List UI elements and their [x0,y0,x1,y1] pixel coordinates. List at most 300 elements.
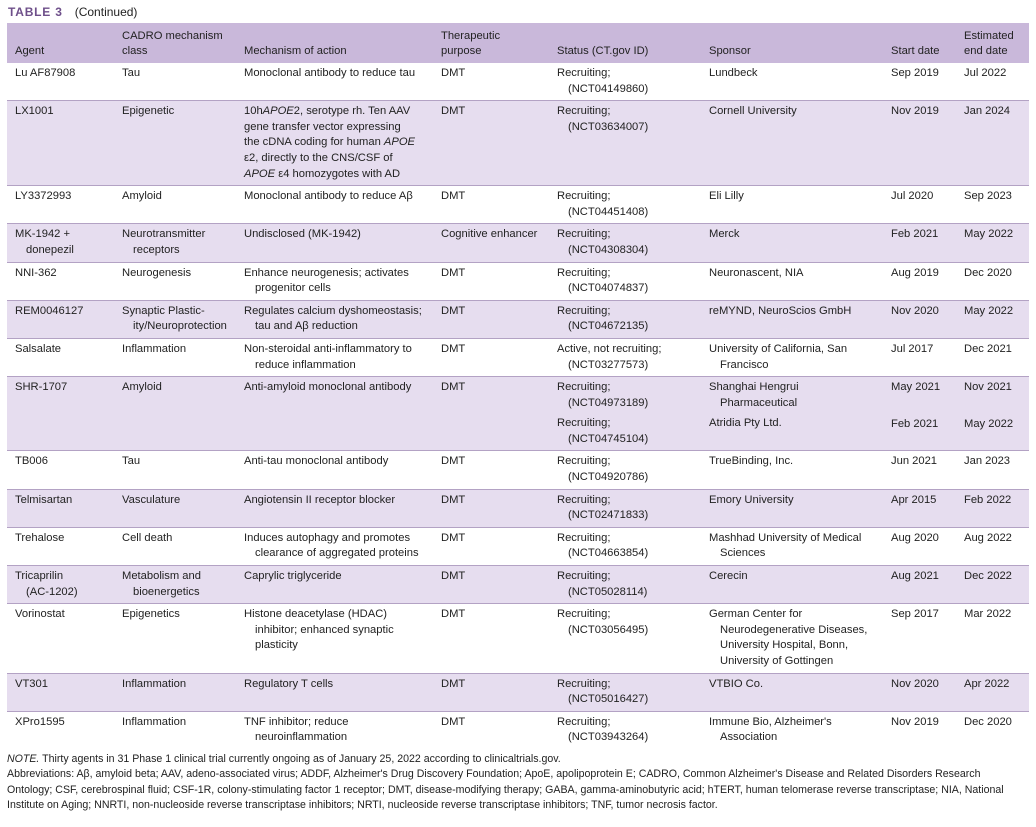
cell-class [114,224,236,262]
cell-sponsor [701,224,883,262]
cell-status [549,262,701,300]
table-row [7,711,1029,749]
cell-agent-line: MK-1942 + [15,228,71,241]
cell-agent [7,262,114,300]
cell-moa [236,566,433,604]
cell-class [114,186,236,224]
cell-purpose-line: DMT [441,266,466,279]
cell-moa-line: Enhance neurogenesis; activates [244,266,409,279]
cell-start [883,566,956,604]
cell-purpose [433,224,549,262]
cell-agent [7,300,114,338]
cell-moa-line: neuroinflammation [255,731,348,744]
cell-purpose-line: DMT [441,531,466,544]
cell-class-line: Cell death [122,531,173,544]
header-start: Start date [883,23,956,63]
header-status: Status (CT.gov ID) [549,23,701,63]
cell-purpose [433,673,549,711]
cell-purpose [433,186,549,224]
cell-moa-line: APOE ε4 homozygotes with AD [244,167,401,180]
cell-sponsor-line: University of California, San [709,342,848,355]
cell-class-line: Inflammation [122,715,187,728]
cell-start [883,711,956,749]
cell-sponsor [701,711,883,749]
table-caption [7,0,1029,23]
cell-class [114,604,236,673]
cell-purpose-line: DMT [441,455,466,468]
cell-sponsor-line: Cornell University [709,105,797,118]
cell-moa-line: Anti-amyloid monoclonal antibody [244,381,412,394]
cell-sponsor [701,566,883,604]
cell-class [114,63,236,101]
cell-status-line: Recruiting; [557,715,611,728]
cell-moa-line: progenitor cells [255,282,331,295]
cell-moa [236,224,433,262]
abbreviations: Abbreviations: Aβ, amyloid beta; AAV, adeno-associated virus; ADDF, Alzheimer's Drug Discovery Foundation; ApoE, apolipoprotein E; CADRO, Common Alzheimer's Disease and Related Disorders Research Ontology; CSF, cerebrospinal fluid; CSF-1R, colony-stimulating factor 1 receptor; DMT, disease-modifying therapy; GABA, gamma-aminobutyric acid; hTERT, human telomerase reverse transcriptase; NIA, National Institute on Aging; NNRTI, non-nucleoside reverse transcriptase inhibitors; NRTI, nucleoside reverse transcriptase inhibitors; TNF, tumor necrosis factor. [7,768,1004,812]
cell-moa [236,604,433,673]
table-row [7,451,1029,489]
table-row [7,566,1029,604]
cell-status-line: (NCT03056495) [568,623,649,636]
cell-moa-line: Non-steroidal anti-inflammatory to [244,342,412,355]
cell-agent-line: LX1001 [15,105,54,118]
cell-status-line: (NCT04672135) [568,320,649,333]
cell-status-line: (NCT04920786) [568,471,649,484]
table-row [7,338,1029,376]
cell-agent-line: Tricaprilin [15,570,64,583]
cell-sponsor [701,300,883,338]
cell-start [883,262,956,300]
cell-status-line: Recruiting; [557,570,611,583]
cell-status-line: (NCT05016427) [568,693,649,706]
cell-purpose-line: DMT [441,677,466,690]
cell-end-value: Jan 2023 [964,455,1011,468]
cell-end-value: Aug 2022 [964,531,1012,544]
cell-start-value: Nov 2019 [891,105,939,118]
cell-class-line: Epigenetic [122,105,175,118]
cell-end [956,566,1029,604]
cell-status-line: (NCT04074837) [568,282,649,295]
cell-moa-line: reduce inflammation [255,358,356,371]
cell-class [114,377,236,451]
cell-sponsor-line: University of Gottingen [720,655,834,667]
cell-status [549,673,701,711]
cell-agent [7,673,114,711]
cell-moa [236,186,433,224]
cell-purpose [433,101,549,186]
cell-sponsor [701,527,883,565]
cell-status [549,338,701,376]
cell-status-line: Recruiting; [557,105,611,118]
cell-start [883,186,956,224]
cell-agent-line: LY3372993 [15,190,72,203]
cell-status-line: Recruiting; [557,67,611,79]
cell-agent [7,604,114,673]
cell-start-value-2: Feb 2021 [891,417,939,430]
cell-purpose-line: DMT [441,342,466,355]
cell-class-line: Epigenetics [122,608,180,621]
cell-sponsor-line: Atridia Pty Ltd. [709,417,782,430]
cell-class [114,527,236,565]
cell-moa-line: Monoclonal antibody to reduce Aβ [244,190,413,203]
cell-sponsor [701,604,883,673]
trials-table [7,23,1029,749]
cell-status [549,527,701,565]
cell-end [956,489,1029,527]
cell-agent-line: Vorinostat [15,608,65,621]
cell-sponsor-line: Pharmaceutical [720,396,798,409]
header-row [7,23,1029,63]
cell-moa-line: TNF inhibitor; reduce [244,715,349,728]
cell-class-line: Tau [122,455,141,468]
cell-purpose-line: DMT [441,105,466,118]
cell-class-line: ity/Neuroprotection [133,320,227,333]
cell-status-line: (NCT05028114) [568,585,648,598]
cell-sponsor [701,262,883,300]
cell-agent [7,489,114,527]
cell-class-line: Tau [122,67,141,79]
cell-end [956,63,1029,101]
cell-status-line: Recruiting; [557,266,611,279]
cell-agent-line: donepezil [26,243,74,256]
header-moa: Mechanism of action [236,23,433,63]
cell-moa-line: Caprylic triglyceride [244,570,342,583]
cell-end-value: Dec 2021 [964,342,1012,355]
cell-moa-line: Induces autophagy and promotes [244,531,411,544]
cell-start [883,377,956,451]
cell-moa-line: 10hAPOE2, serotype rh. Ten AAV [244,105,411,118]
cell-status-line: (NCT04149860) [568,82,649,95]
header-class: CADRO mechanism class [114,23,236,63]
cell-sponsor-line: Eli Lilly [709,190,744,203]
cell-status-line: (NCT03277573) [568,358,649,371]
note-text: Thirty agents in 31 Phase 1 clinical trial currently ongoing as of January 25, 2022 according to clinicaltrials.gov. [39,752,561,765]
cell-start [883,224,956,262]
table-row [7,63,1029,101]
cell-purpose [433,300,549,338]
cell-agent-line: Lu AF87908 [15,67,76,79]
cell-purpose-line: DMT [441,715,466,728]
cell-moa-line: gene transfer vector expressing [244,120,401,133]
cell-end [956,338,1029,376]
cell-start-value: Nov 2019 [891,715,939,728]
cell-agent-line: XPro1595 [15,715,65,728]
cell-sponsor-line: Mashhad University of Medical [709,531,862,544]
cell-end-value: Mar 2022 [964,608,1012,621]
cell-end-value: Dec 2020 [964,266,1012,279]
cell-agent-line: TB006 [15,455,48,468]
cell-purpose [433,451,549,489]
cell-purpose [433,489,549,527]
cell-start [883,489,956,527]
cell-class-line: Neurogenesis [122,266,192,279]
cell-sponsor-line: Merck [709,228,740,241]
cell-purpose-line: DMT [441,304,466,317]
cell-status-line: (NCT02471833) [568,509,649,522]
header-end: Estimated end date [956,23,1029,63]
table-row [7,673,1029,711]
table-continued: (Continued) [74,4,138,19]
cell-class [114,711,236,749]
cell-moa-line: inhibitor; enhanced synaptic [255,623,394,636]
cell-moa-line: plasticity [255,639,298,652]
cell-moa-line: the cDNA coding for human APOE [244,136,416,149]
cell-start-value: Aug 2021 [891,570,939,583]
cell-agent-line: (AC-1202) [26,585,78,598]
cell-start-value: Sep 2019 [891,67,939,79]
table-footnote [7,749,1029,814]
cell-class [114,300,236,338]
cell-status-line: (NCT03943264) [568,731,649,744]
table-row [7,377,1029,451]
cell-start-value: Jun 2021 [891,455,938,468]
cell-class [114,262,236,300]
cell-sponsor-line: Neuronascent, NIA [709,266,804,279]
cell-purpose [433,262,549,300]
table-row [7,300,1029,338]
cell-agent [7,224,114,262]
cell-status [549,63,701,101]
cell-sponsor [701,338,883,376]
cell-moa [236,673,433,711]
cell-class-line: bioenergetics [133,585,200,598]
cell-agent [7,63,114,101]
cell-moa [236,489,433,527]
cell-purpose-line: DMT [441,190,466,203]
table-row [7,224,1029,262]
cell-start-value: Nov 2020 [891,677,939,690]
cell-moa-line: clearance of aggregated proteins [255,547,419,560]
cell-end [956,451,1029,489]
cell-status-line: Recruiting; [557,381,611,394]
cell-status-line: Recruiting; [557,608,611,621]
cell-status [549,711,701,749]
cell-moa-line: Regulates calcium dyshomeostasis; [244,304,422,317]
header-purpose: Therapeutic purpose [433,23,549,63]
cell-sponsor [701,377,883,451]
cell-start [883,673,956,711]
cell-purpose [433,604,549,673]
cell-end [956,527,1029,565]
cell-moa-line: Histone deacetylase (HDAC) [244,608,388,621]
cell-purpose-line: DMT [441,67,466,79]
cell-status-line: (NCT04451408) [568,205,649,218]
cell-status [549,604,701,673]
cell-end-value: Sep 2023 [964,190,1012,203]
cell-end [956,377,1029,451]
cell-sponsor [701,63,883,101]
cell-status-line: Recruiting; [557,493,611,506]
cell-sponsor [701,489,883,527]
cell-purpose [433,566,549,604]
cell-moa [236,711,433,749]
cell-class-line: Metabolism and [122,570,201,583]
cell-agent-line: VT301 [15,677,48,690]
cell-sponsor [701,673,883,711]
cell-status-line: Recruiting; [557,531,611,544]
cell-class-line: Inflammation [122,342,187,355]
cell-sponsor-line: VTBIO Co. [709,677,764,690]
cell-class-line: Vasculature [122,493,181,506]
cell-sponsor-line: University Hospital, Bonn, [720,639,849,652]
cell-end [956,262,1029,300]
cell-end-value: Dec 2020 [964,715,1012,728]
table-row [7,604,1029,673]
cell-start-value: Aug 2020 [891,531,939,544]
cell-status [549,451,701,489]
cell-agent [7,377,114,451]
cell-moa-line: Monoclonal antibody to reduce tau [244,67,416,79]
table-row [7,101,1029,186]
cell-end-value: May 2022 [964,228,1014,241]
cell-start [883,451,956,489]
cell-status-line: (NCT04745104) [568,432,649,445]
cell-end [956,101,1029,186]
cell-status-line: Recruiting; [557,677,611,690]
cell-start-value: Sep 2017 [891,608,939,621]
cell-purpose [433,377,549,451]
cell-status [549,300,701,338]
cell-end [956,186,1029,224]
cell-end-value: Jan 2024 [964,105,1011,118]
cell-end-value: Apr 2022 [964,677,1010,690]
cell-agent [7,186,114,224]
cell-class-line: receptors [133,243,180,256]
cell-status-line: (NCT04973189) [568,396,649,409]
cell-status [549,186,701,224]
cell-moa [236,451,433,489]
cell-class-line: Amyloid [122,190,162,203]
cell-status-line: Recruiting; [557,190,611,203]
header-sponsor: Sponsor [701,23,883,63]
cell-moa-line: Undisclosed (MK-1942) [244,228,361,241]
cell-class [114,338,236,376]
cell-end [956,604,1029,673]
cell-sponsor-line: Immune Bio, Alzheimer's [709,715,832,728]
cell-sponsor-line: German Center for [709,608,803,621]
cell-status-line: Recruiting; [557,304,611,317]
note-label: NOTE. [7,752,40,765]
cell-end [956,300,1029,338]
cell-purpose-line: DMT [441,608,466,621]
cell-status-line: Recruiting; [557,228,611,241]
cell-agent [7,451,114,489]
table-row [7,489,1029,527]
cell-end-value-2: May 2022 [964,417,1014,430]
cell-agent-line: REM0046127 [15,304,84,317]
cell-moa [236,262,433,300]
cell-start [883,101,956,186]
cell-end-value: May 2022 [964,304,1014,317]
cell-sponsor-line: Emory University [709,493,794,506]
cell-status-line: Recruiting; [557,455,611,468]
cell-moa [236,300,433,338]
cell-status-line: (NCT03634007) [568,120,649,133]
cell-agent [7,338,114,376]
cell-start [883,338,956,376]
table-row [7,527,1029,565]
cell-sponsor-line: Neurodegenerative Diseases, [720,623,868,636]
cell-start-value: Nov 2020 [891,304,939,317]
cell-moa-line: Angiotensin II receptor blocker [244,493,396,506]
cell-class [114,451,236,489]
cell-purpose [433,63,549,101]
cell-start-value: Jul 2020 [891,190,934,203]
table-row [7,186,1029,224]
cell-end [956,673,1029,711]
cell-agent [7,711,114,749]
cell-status-line: Recruiting; [557,417,611,430]
cell-moa [236,527,433,565]
cell-class-line: Synaptic Plastic- [122,304,205,317]
cell-moa [236,101,433,186]
cell-moa-line: tau and Aβ reduction [255,320,358,333]
cell-start [883,300,956,338]
cell-sponsor-line: TrueBinding, Inc. [709,455,794,468]
cell-purpose [433,711,549,749]
cell-agent-line: NNI-362 [15,266,57,279]
cell-moa-line: Anti-tau monoclonal antibody [244,455,389,468]
cell-moa [236,338,433,376]
cell-agent-line: Telmisartan [15,493,73,506]
cell-start [883,604,956,673]
cell-end [956,224,1029,262]
cell-agent-line: Trehalose [15,531,65,544]
cell-status [549,224,701,262]
cell-class-line: Inflammation [122,677,187,690]
cell-agent [7,101,114,186]
cell-purpose-line: DMT [441,570,466,583]
cell-status [549,101,701,186]
cell-start-value: Apr 2015 [891,493,937,506]
table-row [7,262,1029,300]
cell-sponsor-line: Francisco [720,358,769,371]
cell-moa [236,377,433,451]
cell-class-line: Amyloid [122,381,162,394]
cell-status [549,377,701,451]
cell-sponsor-line: Sciences [720,547,766,560]
cell-agent [7,527,114,565]
cell-agent [7,566,114,604]
cell-sponsor-line: Association [720,731,778,744]
cell-purpose [433,338,549,376]
cell-agent-line: SHR-1707 [15,381,68,394]
cell-sponsor [701,186,883,224]
cell-purpose [433,527,549,565]
cell-class [114,101,236,186]
table-label: TABLE 3 [8,4,63,19]
cell-agent-line: Salsalate [15,342,62,355]
header-agent: Agent [7,23,114,63]
cell-start-value: Aug 2019 [891,266,939,279]
cell-sponsor [701,451,883,489]
cell-start-value: Jul 2017 [891,342,934,355]
cell-sponsor-line: Shanghai Hengrui [709,381,799,394]
cell-class [114,673,236,711]
cell-sponsor-line: Cerecin [709,570,748,583]
cell-status [549,489,701,527]
cell-end-value: Dec 2022 [964,570,1012,583]
cell-status [549,566,701,604]
cell-sponsor-line: reMYND, NeuroScios GmbH [709,304,852,317]
cell-start-value: Feb 2021 [891,228,939,241]
cell-moa [236,63,433,101]
cell-status-line: Active, not recruiting; [557,342,662,355]
cell-class [114,566,236,604]
cell-end-value: Jul 2022 [964,67,1007,79]
cell-end [956,711,1029,749]
cell-start-value: May 2021 [891,381,941,394]
